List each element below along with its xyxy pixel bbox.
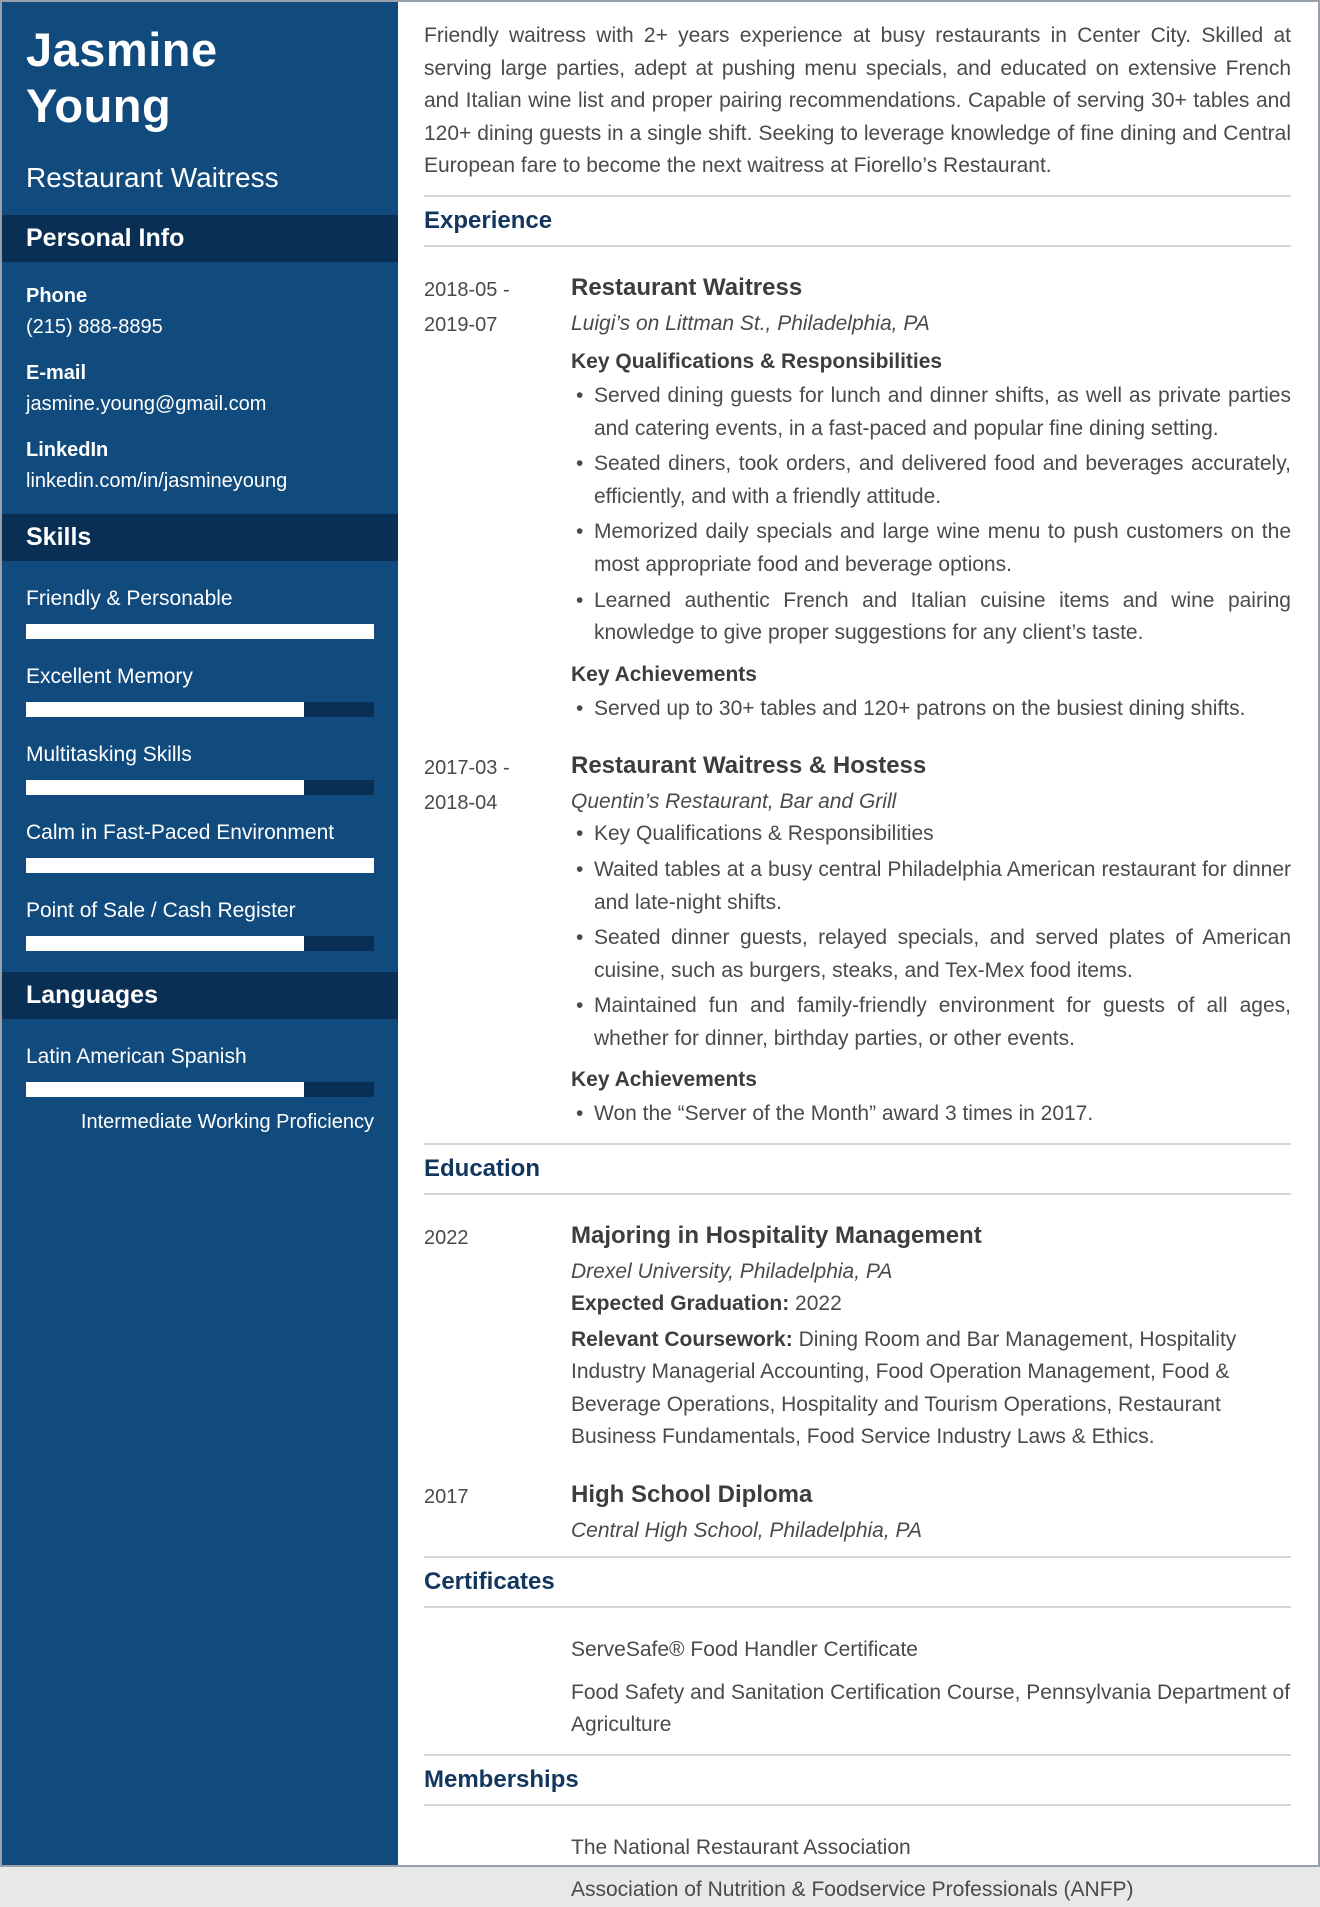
section-heading xyxy=(424,195,1291,247)
skills-heading: Skills xyxy=(2,514,398,561)
entry-date-start: 2018-05 - xyxy=(424,278,510,301)
resume-entry xyxy=(424,1832,1291,1907)
skill-label: Excellent Memory xyxy=(26,665,193,688)
skill-label: Multitasking Skills xyxy=(26,743,192,766)
candidate-first-name: Jasmine xyxy=(26,23,218,76)
entry-date-start: 2022 xyxy=(424,1227,469,1250)
skill-item xyxy=(2,820,398,873)
plain-item-list xyxy=(571,1634,1291,1742)
bullet-item: • Waited tables at a busy central Philadelphia American restaurant for dinner and late-night shifts. xyxy=(571,854,1291,919)
section-heading xyxy=(424,1754,1291,1806)
candidate-job-title: Restaurant Waitress xyxy=(26,162,279,193)
personal-info-item xyxy=(2,361,398,416)
bullet-list xyxy=(571,693,1291,726)
personal-info-value: jasmine.young@gmail.com xyxy=(26,393,267,415)
skill-level-fill xyxy=(26,858,374,873)
bullet-item: • Seated dinner guests, relayed specials, and served plates of American cuisine, such as burgers, steaks, and Tex-Mex food items. xyxy=(571,922,1291,987)
entry-date-range xyxy=(424,1221,571,1454)
bullet-list xyxy=(571,1098,1291,1131)
skill-level-bar xyxy=(26,702,374,717)
languages-list xyxy=(2,1044,398,1134)
skill-level-fill xyxy=(26,1082,304,1097)
main-content xyxy=(398,2,1318,1907)
entry-company: Drexel University, Philadelphia, PA xyxy=(571,1260,893,1284)
bullet-item: • Learned authentic French and Italian cuisine items and wine pairing knowledge to give proper suggestions for any client’s taste. xyxy=(571,585,1291,650)
skill-level-fill xyxy=(26,936,304,951)
skill-level-fill xyxy=(26,780,304,795)
entry-title: Restaurant Waitress & Hostess xyxy=(571,752,927,780)
skill-level-bar xyxy=(26,858,374,873)
languages-heading: Languages xyxy=(2,972,398,1019)
personal-info-value: linkedin.com/in/jasmineyoung xyxy=(26,470,288,492)
skill-label: Friendly & Personable xyxy=(26,587,233,610)
section-heading xyxy=(424,1556,1291,1608)
resume-entry xyxy=(424,273,1291,725)
entry-body xyxy=(571,1480,1291,1544)
entry-company: Quentin’s Restaurant, Bar and Grill xyxy=(571,790,897,814)
entry-body xyxy=(571,1832,1291,1907)
skill-level-fill xyxy=(26,702,304,717)
entry-date-range xyxy=(424,273,571,725)
entry-subheading: Key Qualifications & Responsibilities xyxy=(571,349,943,373)
resume-sections xyxy=(424,195,1291,1907)
entry-company: Luigi’s on Littman St., Philadelphia, PA xyxy=(571,311,930,335)
entry-subheading: Key Achievements xyxy=(571,662,757,686)
labeled-field-label: Relevant Coursework: xyxy=(571,1327,793,1351)
bullet-list xyxy=(571,380,1291,650)
section-title: Education xyxy=(424,1155,541,1183)
sidebar xyxy=(2,2,398,1865)
plain-item: Association of Nutrition & Foodservice Professionals (ANFP) xyxy=(571,1878,1134,1902)
entry-date-start: 2017-03 - xyxy=(424,757,510,780)
personal-info-value: (215) 888-8895 xyxy=(26,316,163,338)
section-title: Certificates xyxy=(424,1568,555,1596)
entry-date-range xyxy=(424,1832,571,1907)
bullet-item: • Served up to 30+ tables and 120+ patrons on the busiest dining shifts. xyxy=(571,693,1291,726)
entry-body xyxy=(571,1634,1291,1742)
entry-date-range xyxy=(424,1634,571,1742)
personal-info-heading: Personal Info xyxy=(2,215,398,262)
resume-entry xyxy=(424,1634,1291,1742)
plain-item: The National Restaurant Association xyxy=(571,1835,911,1859)
bullet-item: • Maintained fun and family-friendly environment for guests of all ages, whether for dinner, birthday parties, or other events. xyxy=(571,990,1291,1055)
resume-entry xyxy=(424,751,1291,1131)
skill-label: Calm in Fast-Paced Environment xyxy=(26,821,335,844)
skill-level-bar xyxy=(26,1082,374,1097)
entry-date-end: 2018-04 xyxy=(424,792,498,815)
skill-level-fill xyxy=(26,624,374,639)
skill-level-bar xyxy=(26,780,374,795)
entry-body xyxy=(571,751,1291,1131)
skill-label: Latin American Spanish xyxy=(26,1045,247,1068)
bullet-item: • Won the “Server of the Month” award 3 times in 2017. xyxy=(571,1098,1291,1131)
entry-title: Majoring in Hospitality Management xyxy=(571,1222,982,1250)
candidate-last-name: Young xyxy=(26,79,172,132)
skill-item xyxy=(2,898,398,951)
personal-info-item xyxy=(2,284,398,339)
skill-item xyxy=(2,664,398,717)
personal-info-label: Phone xyxy=(26,285,88,307)
skill-level-bar xyxy=(26,624,374,639)
entry-company: Central High School, Philadelphia, PA xyxy=(571,1519,922,1543)
personal-info-item xyxy=(2,438,398,493)
entry-title: Restaurant Waitress xyxy=(571,273,803,301)
entry-date-range xyxy=(424,751,571,1131)
section-heading xyxy=(424,1143,1291,1195)
plain-item-list xyxy=(571,1832,1291,1907)
entry-title: High School Diploma xyxy=(571,1481,813,1509)
labeled-field: Expected Graduation: 2022 xyxy=(571,1292,842,1316)
skill-label: Point of Sale / Cash Register xyxy=(26,899,296,922)
entry-date-range xyxy=(424,1480,571,1544)
skill-level-bar xyxy=(26,936,374,951)
skills-list xyxy=(2,586,398,951)
bullet-list xyxy=(571,818,1291,1055)
entry-body xyxy=(571,273,1291,725)
labeled-field-label: Expected Graduation: xyxy=(571,1292,790,1316)
personal-info-label: LinkedIn xyxy=(26,439,109,461)
profile-summary: Friendly waitress with 2+ years experience at busy restaurants in Center City. Skilled at serving large parties, adept at pushing menu specials, and educated on extensive French and Italian wine list and proper pairing recommendations. Capable of serving 30+ tables and 120+ dining guests in a single shift. Seeking to leverage knowledge of fine dining and Central European fare to become the next waitress at Fiorello’s Restaurant. xyxy=(424,24,1291,178)
resume-entry xyxy=(424,1221,1291,1454)
resume-entry xyxy=(424,1480,1291,1544)
skill-item xyxy=(2,586,398,639)
entry-date-start: 2017 xyxy=(424,1486,469,1509)
bullet-item: • Seated diners, took orders, and delivered food and beverages accurately, efficiently, and with a friendly attitude. xyxy=(571,448,1291,513)
plain-item: ServeSafe® Food Handler Certificate xyxy=(571,1638,918,1662)
plain-item: Food Safety and Sanitation Certification Course, Pennsylvania Department of Agriculture xyxy=(571,1680,1291,1737)
entry-body xyxy=(571,1221,1291,1454)
personal-info-label: E-mail xyxy=(26,362,87,384)
labeled-field: Relevant Coursework: Dining Room and Bar Management, Hospitality Industry Managerial Accounting, Food Operation Management, Food & Beverage Operations, Hospitality and Tourism Operations, Restaurant Business Fundamentals, Food Service Industry Laws & Ethics. xyxy=(571,1327,1237,1449)
personal-info-list xyxy=(2,284,398,493)
language-proficiency-label: Intermediate Working Proficiency xyxy=(80,1111,374,1133)
section-title: Experience xyxy=(424,206,553,234)
bullet-item: • Memorized daily specials and large wine menu to push customers on the most appropriate food and beverage options. xyxy=(571,516,1291,581)
skill-item xyxy=(2,742,398,795)
bullet-item: • Served dining guests for lunch and dinner shifts, as well as private parties and catering events, in a fast-paced and popular fine dining setting. xyxy=(571,380,1291,445)
skill-item xyxy=(2,1044,398,1134)
candidate-name xyxy=(2,2,398,134)
entry-date-end: 2019-07 xyxy=(424,313,498,336)
entry-subheading: Key Achievements xyxy=(571,1068,757,1092)
section-title: Memberships xyxy=(424,1765,579,1793)
bullet-item: • Key Qualifications & Responsibilities xyxy=(571,818,1291,851)
